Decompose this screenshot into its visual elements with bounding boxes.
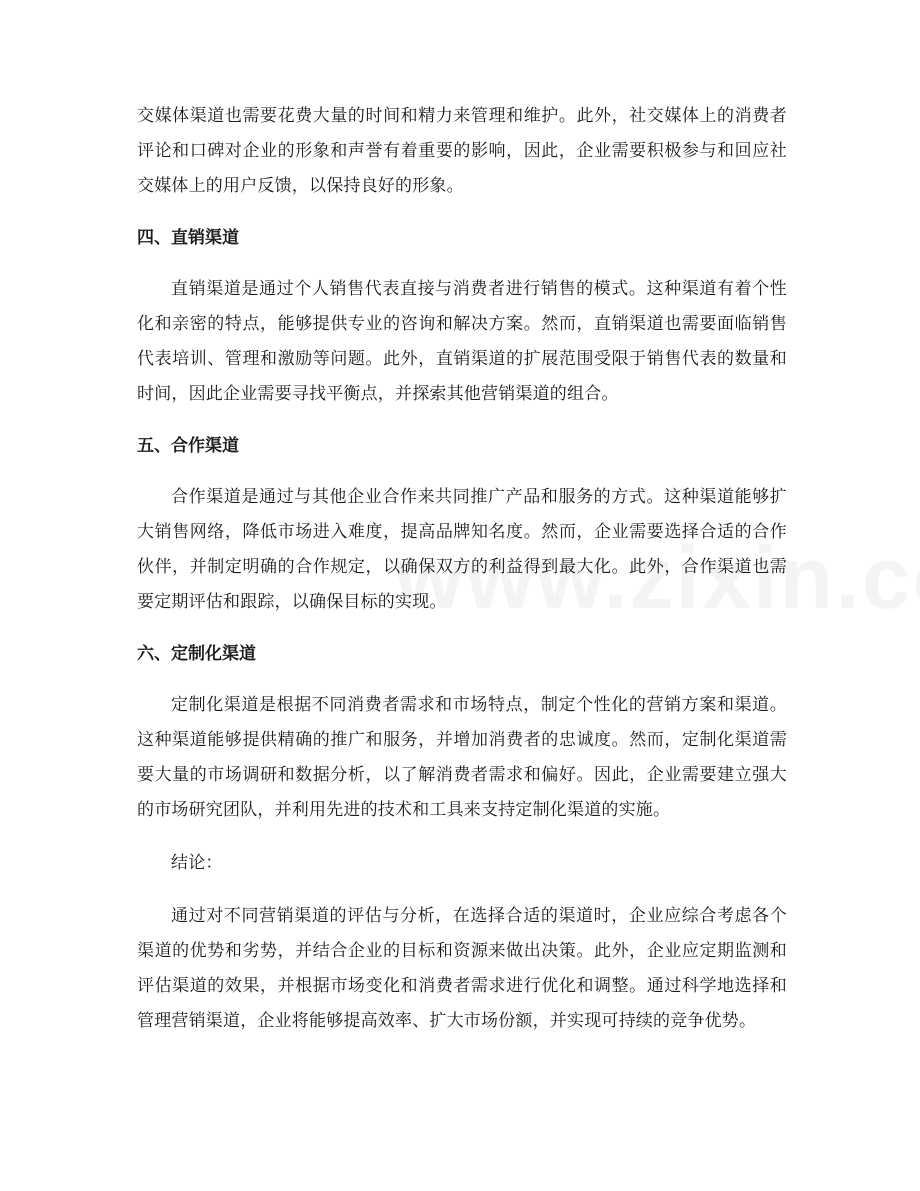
section-body-direct-sales: 直销渠道是通过个人销售代表直接与消费者进行销售的模式。这种渠道有着个性化和亲密的特点，能够提供专业的咨询和解决方案。然而，直销渠道也需要面临销售代表培训、管理和激励等问题。此外，直销渠道的扩展范围受限于销售代表的数量和时间，因此企业需要寻找平衡点，并探索其他营销渠道的组合。 — [137, 279, 787, 404]
section-heading-direct-sales: 四、直销渠道 — [137, 228, 239, 248]
conclusion-paragraph: 通过对不同营销渠道的评估与分析，在选择合适的渠道时，企业应综合考虑各个渠道的优势和劣势，并结合企业的目标和资源来做出决策。此外，企业应定期监测和评估渠道的效果，并根据市场变化和消费者需求进行优化和调整。通过科学地选择和管理营销渠道，企业将能够提高效率、扩大市场份额，并实现可持续的竞争优势。 — [137, 906, 787, 1031]
intro-paragraph: 交媒体渠道也需要花费大量的时间和精力来管理和维护。此外，社交媒体上的消费者评论和口碑对企业的形象和声誉有着重要的影响，因此，企业需要积极参与和回应社交媒体上的用户反馈，以保持良好的形象。 — [137, 106, 787, 196]
section-heading-partnership: 五、合作渠道 — [137, 436, 239, 456]
section-body-customized: 定制化渠道是根据不同消费者需求和市场特点，制定个性化的营销方案和渠道。这种渠道能够提供精确的推广和服务，并增加消费者的忠诚度。然而，定制化渠道需要大量的市场调研和数据分析，以了解消费者需求和偏好。因此，企业需要建立强大的市场研究团队，并利用先进的技术和工具来支持定制化渠道的实施。 — [137, 695, 787, 820]
section-body-partnership: 合作渠道是通过与其他企业合作来共同推广产品和服务的方式。这种渠道能够扩大销售网络，降低市场进入难度，提高品牌知名度。然而，企业需要选择合适的合作伙伴，并制定明确的合作规定，以确保双方的利益得到最大化。此外，合作渠道也需要定期评估和跟踪，以确保目标的实现。 — [137, 487, 787, 612]
document-body — [137, 99, 787, 1039]
conclusion-label: 结论： — [171, 853, 223, 873]
section-heading-customized: 六、定制化渠道 — [137, 644, 256, 664]
